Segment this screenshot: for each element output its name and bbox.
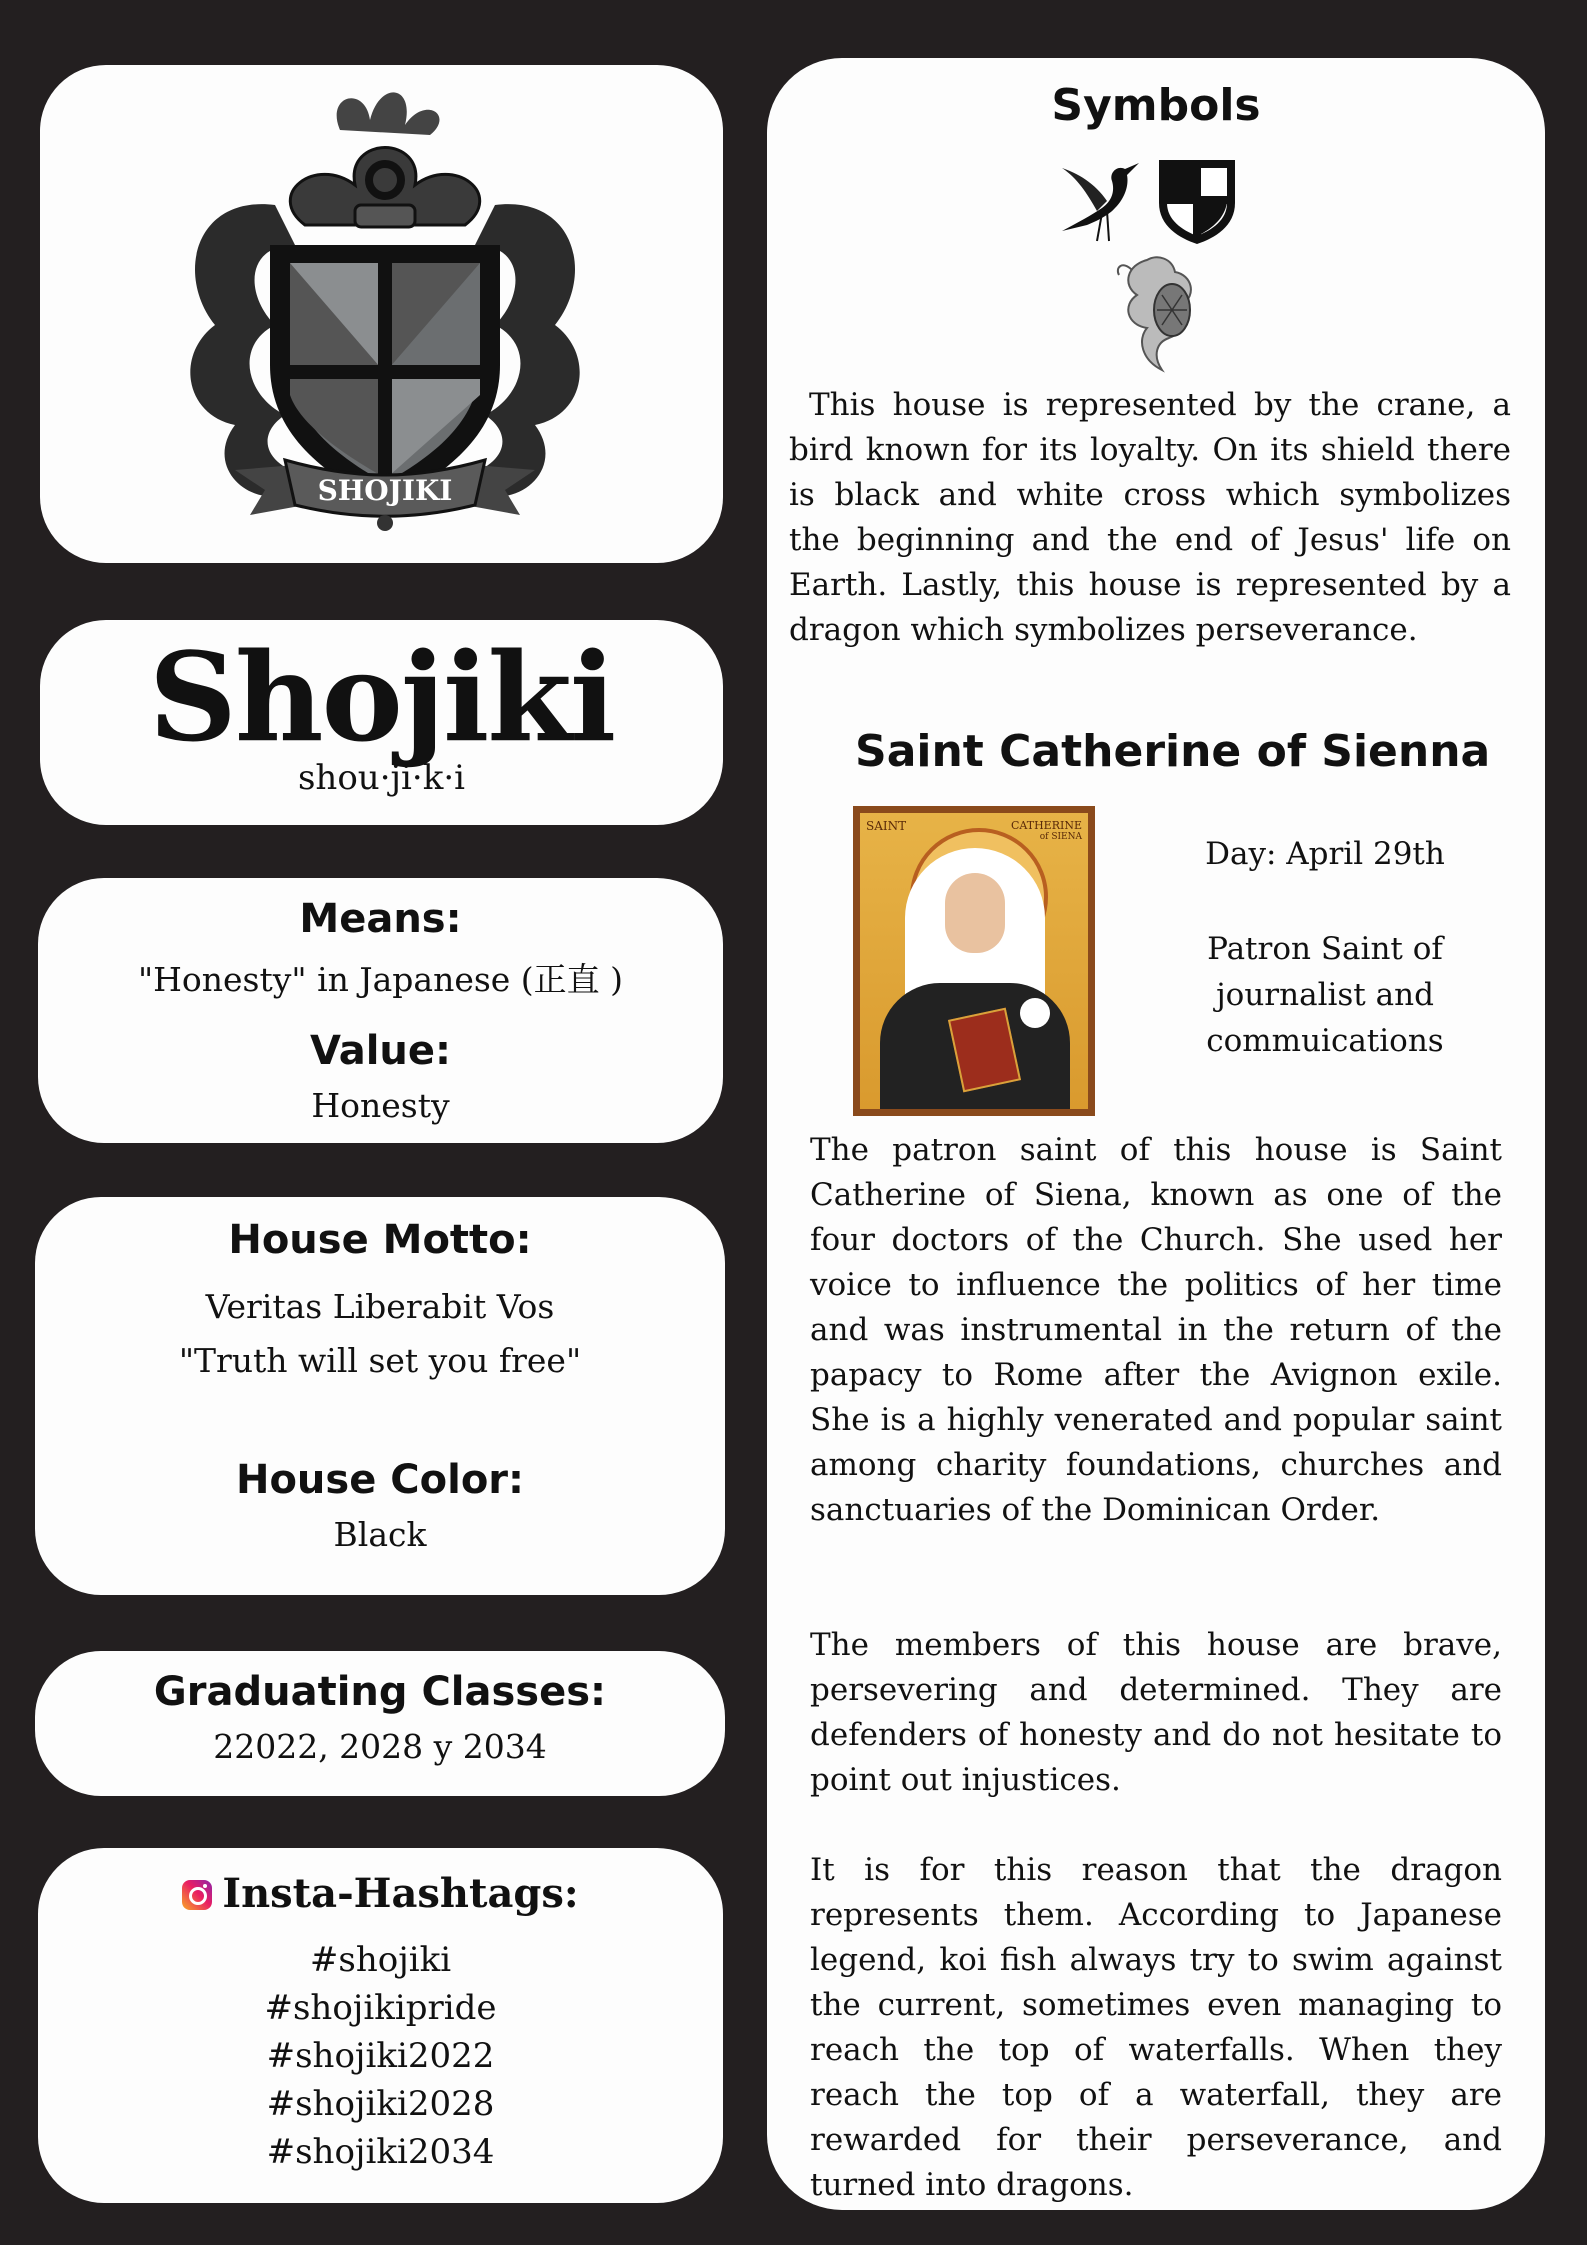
lily-icon	[1020, 998, 1050, 1028]
hashtag-item[interactable]: #shojiki	[309, 1940, 452, 1980]
saint-image	[853, 806, 1095, 1116]
crest-card	[40, 65, 723, 563]
motto-heading: House Motto:	[228, 1217, 532, 1263]
value-text: Honesty	[311, 1086, 450, 1125]
house-color-heading: House Color:	[235, 1457, 525, 1503]
house-name-title: Shojiki	[148, 625, 615, 769]
saint-paragraph-3: It is for this reason that the dragon represents them. According to Japanese legend, koi fish always try to swim against the current, sometimes even managing to reach the top of waterfalls. When they reach the top of a waterfall, they are rewarded for their perseverance, and turned into dragons.	[810, 1852, 1502, 2203]
hashtags-heading-label: Insta-Hashtags:	[222, 1870, 579, 1917]
hashtag-item[interactable]: #shojikipride	[264, 1988, 497, 2028]
symbols-description: This house is represented by the crane, a bird known for its loyalty. On its shield there is black and white cross which symbolizes the beginning and the end of Jesus' life on Earth. Lastly, this house is represented by a dragon which symbolizes perseverance.	[789, 387, 1511, 648]
motto-card	[35, 1197, 725, 1595]
motto-latin: Veritas Liberabit Vos	[205, 1287, 555, 1326]
saint-patron: Patron Saint of journalist and commuications	[1206, 931, 1444, 1059]
saint-image-label-right	[1011, 819, 1082, 842]
means-card	[38, 878, 723, 1143]
hashtag-item[interactable]: #shojiki2022	[266, 2036, 495, 2076]
hashtag-item[interactable]: #shojiki2028	[266, 2084, 495, 2124]
saint-image-label-left: SAINT	[866, 819, 907, 833]
means-text: "Honesty" in Japanese (正直 )	[137, 960, 624, 999]
value-heading: Value:	[309, 1028, 452, 1074]
symbols-saint-card	[767, 58, 1545, 2210]
shield-cross-icon	[1157, 158, 1237, 246]
house-name-card	[40, 620, 723, 825]
means-heading: Means:	[299, 896, 462, 942]
house-color-text: Black	[333, 1515, 427, 1554]
instagram-icon	[182, 1880, 212, 1910]
hashtags-card	[38, 1848, 723, 2203]
graduating-classes-card	[35, 1651, 725, 1796]
motto-translation: "Truth will set you free"	[178, 1341, 582, 1380]
saint-image-label-right-place: of SIENA	[1039, 832, 1082, 842]
crane-icon	[1057, 153, 1147, 243]
house-crest-icon	[155, 75, 615, 555]
saint-image-label-right-name: CATHERINE	[1010, 819, 1082, 832]
hashtag-item[interactable]: #shojiki2034	[266, 2132, 495, 2172]
saint-paragraph-1: The patron saint of this house is Saint Catherine of Siena, known as one of the four doctors of the Church. She used her voice to influence the politics of her time and was instrumental in the return of the papacy to Rome after the Avignon exile. She is a highly venerated and popular saint among charity foundations, churches and sanctuaries of the Dominican Order.	[810, 1132, 1502, 1528]
symbols-heading: Symbols	[1051, 80, 1261, 131]
hashtags-list	[38, 1936, 723, 2176]
svg-text:SHOJIKI: SHOJIKI	[317, 474, 453, 507]
hashtags-heading	[38, 1870, 723, 1917]
saint-face	[945, 873, 1005, 953]
saint-paragraph-2: The members of this house are brave, persevering and determined. They are defenders of honesty and do not hesitate to point out injustices.	[810, 1627, 1502, 1798]
saint-heading: Saint Catherine of Sienna	[855, 726, 1491, 777]
house-name-phonetic: shou·ji·k·i	[297, 758, 466, 798]
graduating-classes-heading: Graduating Classes:	[153, 1669, 607, 1715]
graduating-classes-text: 22022, 2028 y 2034	[213, 1727, 547, 1766]
saint-day: Day: April 29th	[1205, 836, 1445, 872]
dragon-koi-icon	[1107, 250, 1207, 380]
